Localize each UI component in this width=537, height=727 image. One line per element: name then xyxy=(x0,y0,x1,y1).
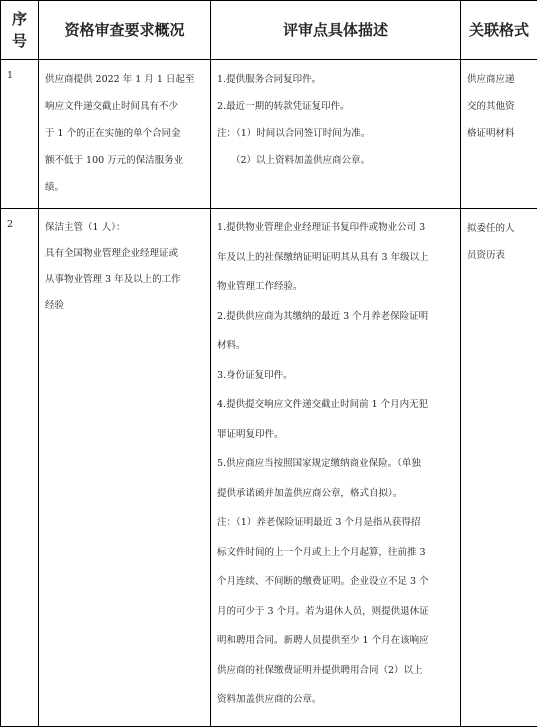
requirement-line: 响应文件递交截止时间具有不少 xyxy=(45,93,204,120)
format-cell xyxy=(461,60,537,209)
requirement-line: 保洁主管（1 人）： xyxy=(45,215,204,241)
table-row xyxy=(1,60,537,209)
criteria-line: 2.最近一期的转款凭证复印件。 xyxy=(217,93,454,120)
requirement-line: 额不低于 100 万元的保洁服务业 xyxy=(45,147,204,174)
criteria-cell xyxy=(211,60,461,209)
requirement-line: 从事物业管理 3 年及以上的工作 xyxy=(45,267,204,293)
format-line: 员资历表 xyxy=(467,242,531,269)
format-line: 格证明材料 xyxy=(467,120,531,147)
criteria-line: 供应商的社保缴费证明并提供聘用合同（2）以上 xyxy=(217,656,454,686)
criteria-line: 罪证明复印件。 xyxy=(217,420,454,450)
criteria-line: 提供承诺函并加盖供应商公章，格式自拟）。 xyxy=(217,479,454,509)
requirement-line: 绩。 xyxy=(45,174,204,201)
requirement-line: 于 1 个的正在实施的单个合同金 xyxy=(45,120,204,147)
criteria-line: 物业管理工作经验。 xyxy=(217,272,454,302)
header-requirement: 资格审查要求概况 xyxy=(39,1,211,60)
header-index-line2: 号 xyxy=(12,32,27,50)
format-line: 供应商应递 xyxy=(467,66,531,93)
criteria-line: 年及以上的社保缴纳证明证明其从具有 3 年级以上 xyxy=(217,243,454,273)
criteria-line: 月的可少于 3 个月。若为退休人员，则提供退休证 xyxy=(217,597,454,627)
criteria-line: 4.提供提交响应文件递交截止时间前 1 个月内无犯 xyxy=(217,390,454,420)
requirement-line: 经验 xyxy=(45,293,204,319)
criteria-line: 1.提供物业管理企业经理证书复印件或物业公司 3 xyxy=(217,213,454,243)
table-header-row xyxy=(1,1,537,60)
criteria-line: 资料加盖供应商的公章。 xyxy=(217,685,454,715)
row-index: 1 xyxy=(1,60,39,209)
criteria-line: 2.提供供应商为其缴纳的最近 3 个月养老保险证明 xyxy=(217,302,454,332)
header-index-line1: 序 xyxy=(12,10,27,28)
row-index: 2 xyxy=(1,209,39,727)
header-criteria: 评审点具体描述 xyxy=(211,1,461,60)
criteria-line: 3.身份证复印件。 xyxy=(217,361,454,391)
criteria-line: 材料。 xyxy=(217,331,454,361)
header-index xyxy=(1,1,39,60)
header-format: 关联格式 xyxy=(461,1,537,60)
criteria-line: 明和聘用合同。新聘人员提供至少 1 个月在该响应 xyxy=(217,626,454,656)
criteria-line: 标文件时间的上一个月或上上个月起算，往前推 3 xyxy=(217,538,454,568)
requirement-cell xyxy=(39,209,211,727)
requirement-line: 供应商提供 2022 年 1 月 1 日起至 xyxy=(45,66,204,93)
format-line: 拟委任的人 xyxy=(467,215,531,242)
criteria-line: 注：（1）养老保险证明最近 3 个月是指从获得招 xyxy=(217,508,454,538)
criteria-line: 个月连续、不间断的缴费证明。企业设立不足 3 个 xyxy=(217,567,454,597)
format-cell xyxy=(461,209,537,727)
criteria-line: 1.提供服务合同复印件。 xyxy=(217,66,454,93)
criteria-line: 注：（1）时间以合同签订时间为准。 xyxy=(217,120,454,147)
requirement-line: 具有全国物业管理企业经理证或 xyxy=(45,241,204,267)
criteria-line: 5.供应商应当按照国家规定缴纳商业保险。（单独 xyxy=(217,449,454,479)
format-line: 交的其他资 xyxy=(467,93,531,120)
requirement-cell xyxy=(39,60,211,209)
criteria-line: （2）以上资料加盖供应商公章。 xyxy=(217,147,454,174)
table-row xyxy=(1,209,537,727)
criteria-cell xyxy=(211,209,461,727)
